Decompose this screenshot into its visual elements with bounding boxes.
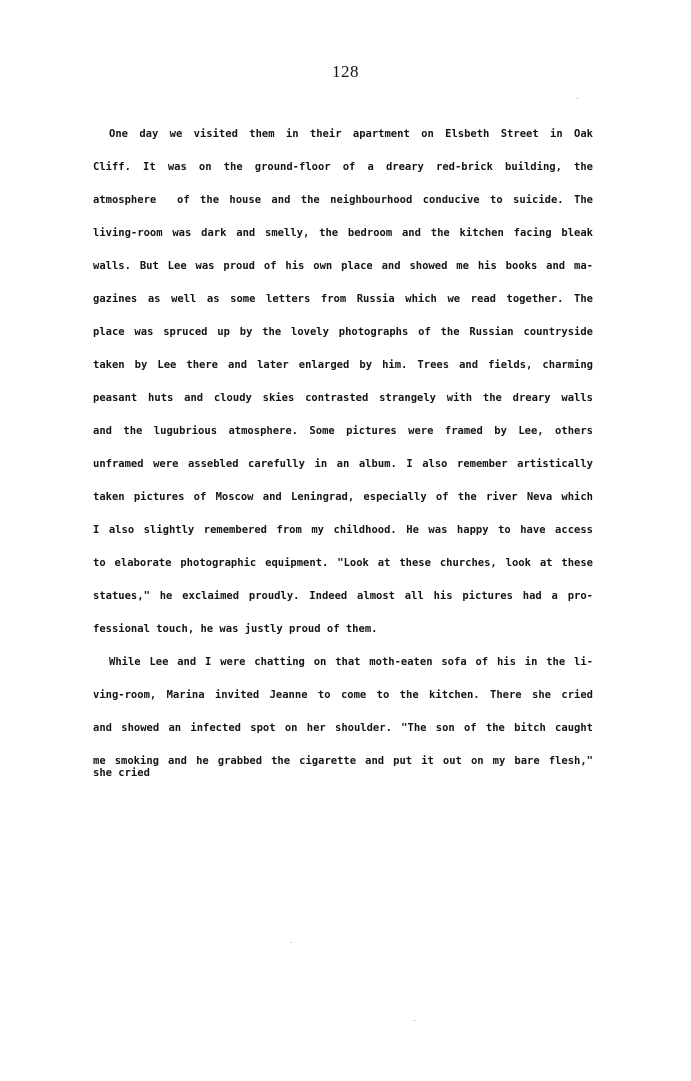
text-line: unframed were assebled carefully in an album. I also remember artistically xyxy=(93,458,593,470)
text-line: ving-room, Marina invited Jeanne to come to the kitchen. There she cried xyxy=(93,689,593,701)
text-line: gazines as well as some letters from Russia which we read together. The xyxy=(93,293,593,305)
text-line: peasant huts and cloudy skies contrasted strangely with the dreary walls xyxy=(93,392,593,404)
text-line: and showed an infected spot on her shoulder. "The son of the bitch caught xyxy=(93,722,593,734)
typed-text-body xyxy=(93,118,593,786)
scan-speck xyxy=(414,1020,415,1021)
text-line: to elaborate photographic equipment. "Look at these churches, look at these xyxy=(93,557,593,569)
scan-speck xyxy=(291,942,292,943)
text-line: and the lugubrious atmosphere. Some pictures were framed by Lee, others xyxy=(93,425,593,437)
text-line: fessional touch, he was justly proud of them. xyxy=(93,623,378,635)
text-line: I also slightly remembered from my childhood. He was happy to have access xyxy=(93,524,593,536)
text-line-cut-off xyxy=(93,767,593,786)
page-number: 128 xyxy=(332,62,359,81)
text-line: While Lee and I were chatting on that moth-eaten sofa of his in the li- xyxy=(109,656,593,668)
cut-off-text: she cried xyxy=(93,767,150,779)
text-line: taken pictures of Moscow and Leningrad, especially of the river Neva which xyxy=(93,491,593,503)
text-line: walls. But Lee was proud of his own place and showed me his books and ma- xyxy=(93,260,593,272)
text-line: living-room was dark and smelly, the bedroom and the kitchen facing bleak xyxy=(93,227,593,239)
text-line: me smoking and he grabbed the cigarette and put it out on my bare flesh," xyxy=(93,755,593,767)
text-line: taken by Lee there and later enlarged by him. Trees and fields, charming xyxy=(93,359,593,371)
scan-speck xyxy=(577,98,578,99)
text-line: place was spruced up by the lovely photographs of the Russian countryside xyxy=(93,326,593,338)
text-line: Cliff. It was on the ground-floor of a dreary red-brick building, the xyxy=(93,161,593,173)
text-line: atmosphere of the house and the neighbourhood conducive to suicide. The xyxy=(93,194,593,206)
text-line: One day we visited them in their apartment on Elsbeth Street in Oak xyxy=(109,128,593,140)
text-line: statues," he exclaimed proudly. Indeed almost all his pictures had a pro- xyxy=(93,590,593,602)
